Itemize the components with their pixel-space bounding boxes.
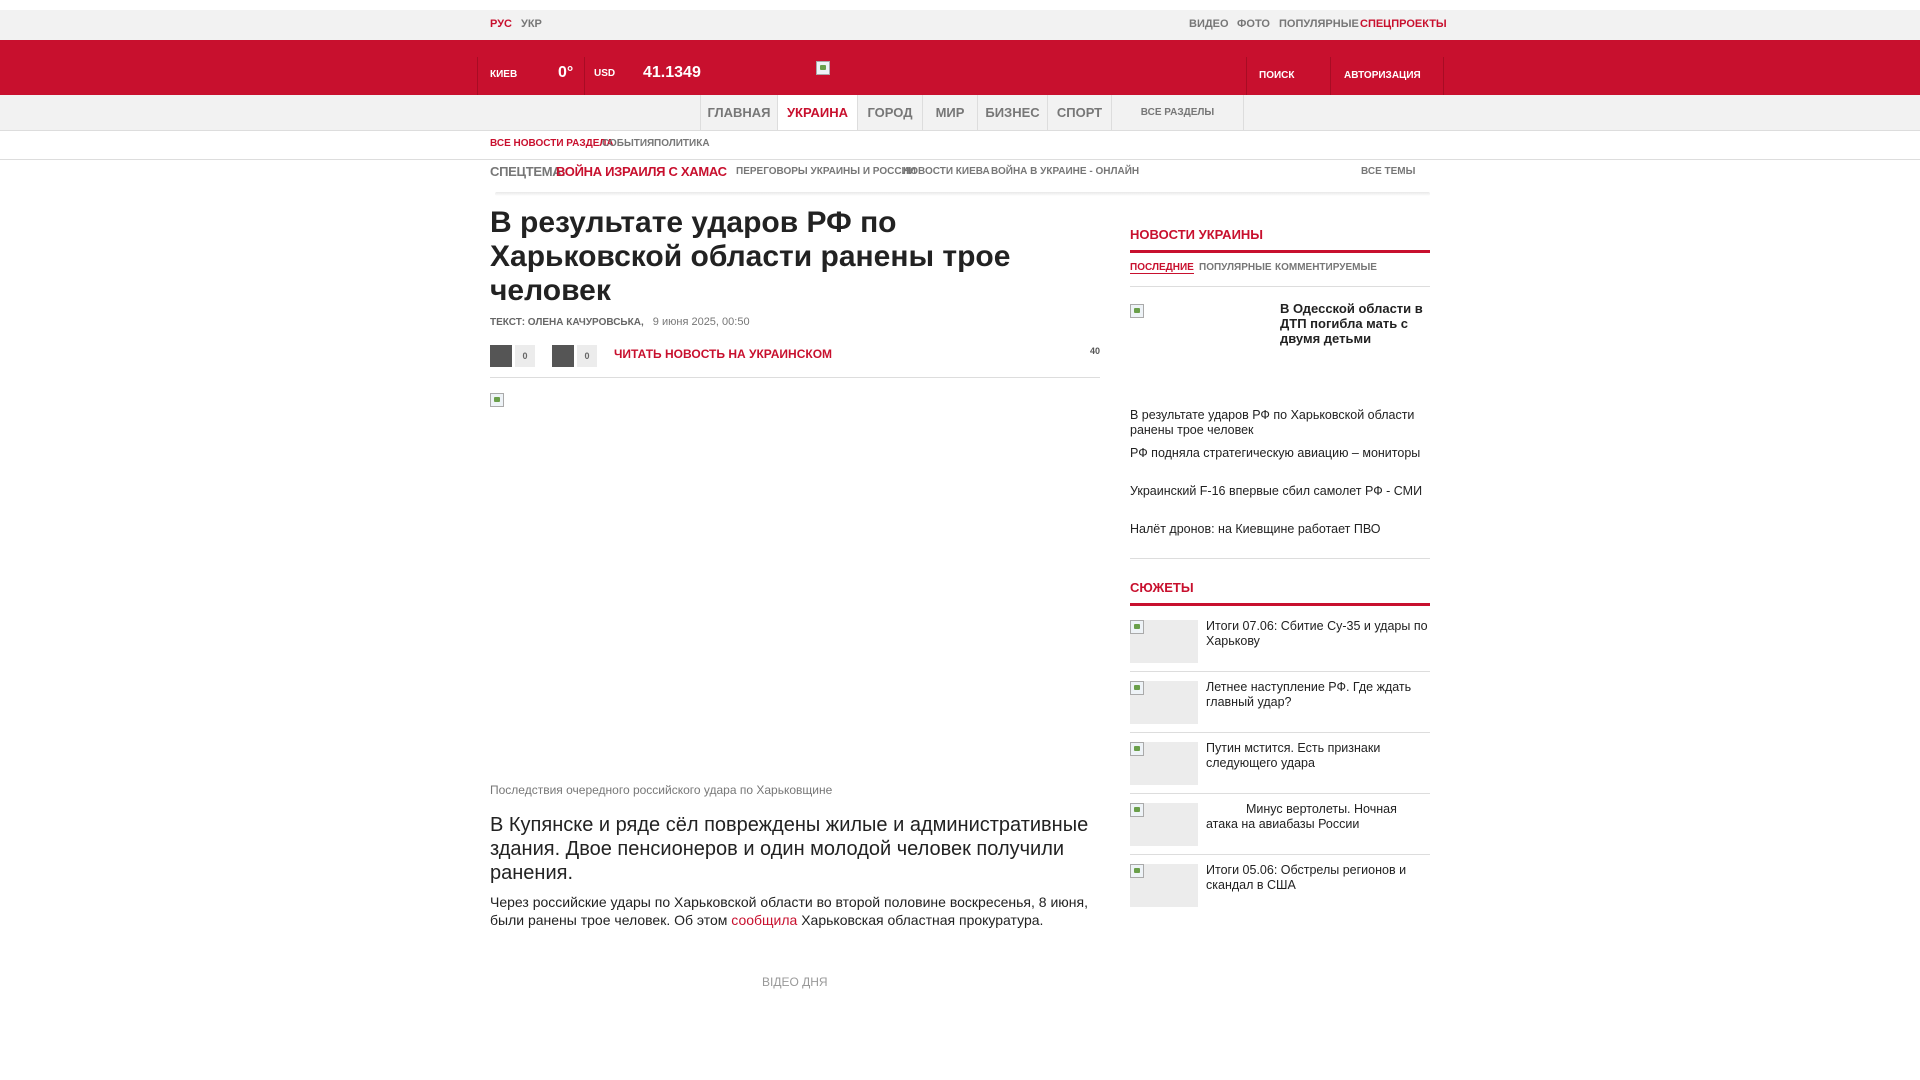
share-count: 0 — [577, 345, 597, 367]
share-count: 0 — [515, 345, 535, 367]
article-lead: В Купянске и ряде сёл повреждены жилые и административные здания. Двое пенсионеров и один молодой человек получили ранения. — [490, 814, 1089, 884]
special-theme-label: СПЕЦТЕМА: — [490, 164, 566, 179]
news-item[interactable]: В результате ударов РФ по Харьковской области ранены трое человек — [1130, 408, 1415, 437]
nav-all-sections[interactable]: ВСЕ РАЗДЕЛЫ — [1111, 95, 1244, 130]
plot-item[interactable]: Путин мстится. Есть признаки следующего удара — [1206, 741, 1381, 770]
facebook-share-icon[interactable] — [490, 345, 512, 367]
article-body — [490, 893, 1100, 929]
news-item[interactable]: Налёт дронов: на Киевщине работает ПВО — [1130, 522, 1381, 536]
subnav-politics[interactable]: ПОЛИТИКА — [654, 138, 710, 149]
lang-ru-link[interactable]: РУС — [490, 18, 512, 30]
header-divider — [477, 57, 478, 95]
tab-commented[interactable]: КОММЕНТИРУЕМЫЕ — [1275, 262, 1377, 273]
top-bar — [0, 10, 1920, 40]
sidebar-plots-heading[interactable]: СЮЖЕТЫ — [1130, 580, 1194, 595]
temperature: 0° — [558, 64, 574, 81]
divider — [1130, 286, 1430, 287]
tab-latest[interactable]: ПОСЛЕДНИЕ — [1130, 262, 1194, 273]
plot-item[interactable]: Итоги 07.06: Сбитие Су-35 и удары по Харькову — [1206, 619, 1428, 648]
all-themes-link[interactable]: ВСЕ ТЕМЫ — [1361, 166, 1416, 177]
plot-image — [1130, 742, 1144, 756]
telegram-share-icon[interactable] — [552, 345, 574, 367]
header-divider — [1330, 57, 1331, 95]
read-in-ukrainian-link[interactable]: ЧИТАТЬ НОВОСТЬ НА УКРАИНСКОМ — [614, 347, 833, 361]
views-count: 40 — [1090, 346, 1101, 356]
article-date: 9 июня 2025, 00:50 — [652, 316, 750, 328]
plot-item-label: Минус вертолеты. Ночная атака на авиабазы России — [1206, 802, 1397, 831]
divider — [1130, 854, 1430, 855]
nav-world[interactable]: МИР — [922, 95, 977, 130]
nav-city[interactable]: ГОРОД — [857, 95, 922, 130]
top-news-image[interactable] — [1130, 304, 1144, 318]
plot-image — [1130, 864, 1144, 878]
theme-negotiations[interactable]: ПЕРЕГОВОРЫ УКРАИНЫ И РОССИИ — [736, 166, 916, 177]
nav-business[interactable]: БИЗНЕС — [977, 95, 1047, 130]
lang-ua-link[interactable]: УКР — [521, 18, 542, 30]
plot-thumbnail[interactable] — [1130, 864, 1198, 907]
currency-label: USD — [594, 68, 616, 79]
special-theme-link[interactable]: ВОЙНА ИЗРАИЛЯ С ХАМАС — [556, 164, 727, 179]
plot-thumbnail[interactable] — [1130, 803, 1198, 846]
subnav-all-news[interactable]: ВСЕ НОВОСТИ РАЗДЕЛА — [490, 138, 614, 149]
article-image — [490, 393, 504, 407]
top-news-title[interactable]: В Одесской области в ДТП погибла мать с двумя детьми — [1280, 301, 1423, 346]
news-item[interactable]: РФ подняла стратегическую авиацию – мониторы — [1130, 446, 1421, 460]
search-button[interactable]: ПОИСК — [1259, 70, 1295, 81]
plot-thumbnail[interactable] — [1130, 681, 1198, 724]
image-caption: Последствия очередного российского удара по Харьковщине — [490, 783, 833, 797]
header-divider — [584, 57, 585, 95]
plot-image — [1130, 803, 1144, 817]
news-item[interactable]: Украинский F-16 впервые сбил самолет РФ - СМИ — [1130, 484, 1423, 498]
subnav-events[interactable]: СОБЫТИЯ — [602, 138, 655, 149]
article-title: В результате ударов РФ по Харьковской области ранены трое человек — [490, 206, 1011, 307]
plot-item[interactable]: Летнее наступление РФ. Где ждать главный удар? — [1206, 680, 1412, 709]
divider — [1130, 793, 1430, 794]
divider — [1130, 671, 1430, 672]
video-of-day-label: ВІДЕО ДНЯ — [762, 975, 828, 989]
header-bar — [0, 40, 1920, 95]
divider — [490, 377, 1100, 378]
divider — [1130, 732, 1430, 733]
section-subnav — [0, 130, 1920, 160]
body-text: Харьковская областная прокуратура. — [797, 912, 1044, 928]
specprojects-link[interactable]: СПЕЦПРОЕКТЫ — [1360, 18, 1447, 30]
plot-image — [1130, 620, 1144, 634]
plot-item[interactable]: Итоги 05.06: Обстрелы регионов и скандал в США — [1206, 863, 1407, 892]
currency-value: 41.1349 — [643, 64, 701, 81]
tab-popular[interactable]: ПОПУЛЯРНЫЕ — [1199, 262, 1272, 273]
photo-link[interactable]: ФОТО — [1237, 18, 1270, 30]
nav-ukraine[interactable]: УКРАИНА — [777, 95, 857, 130]
body-text: Через российские удары по Харьковской области во второй половине воскресенья, 8 июня, были ранены трое человек. Об этом — [490, 894, 1088, 928]
city-label: КИЕВ — [490, 69, 518, 80]
sidebar-heading-underline — [1130, 250, 1430, 253]
nav-sport[interactable]: СПОРТ — [1047, 95, 1111, 130]
auth-button[interactable]: АВТОРИЗАЦИЯ — [1344, 70, 1421, 81]
sidebar-heading-underline — [1130, 603, 1430, 606]
divider — [495, 192, 1430, 196]
author[interactable]: ТЕКСТ: ОЛЕНА КАЧУРОВСЬКА, — [490, 317, 644, 328]
theme-war-online[interactable]: ВОЙНА В УКРАИНЕ - ОНЛАЙН — [991, 166, 1140, 177]
plot-image — [1130, 681, 1144, 695]
header-divider — [1443, 57, 1444, 95]
plot-thumbnail[interactable] — [1130, 742, 1198, 785]
sidebar-news-heading[interactable]: НОВОСТИ УКРАИНЫ — [1130, 227, 1264, 242]
logo-image[interactable] — [816, 61, 830, 75]
plot-item[interactable] — [1206, 802, 1430, 832]
theme-kyiv-news[interactable]: НОВОСТИ КИЕВА — [903, 166, 990, 177]
nav-home[interactable]: ГЛАВНАЯ — [700, 95, 777, 130]
popular-link[interactable]: ПОПУЛЯРНЫЕ — [1279, 18, 1359, 30]
article-byline — [490, 316, 750, 328]
video-link[interactable]: ВИДЕО — [1189, 18, 1229, 30]
plot-thumbnail[interactable] — [1130, 620, 1198, 663]
source-link[interactable]: сообщила — [731, 912, 798, 928]
header-divider — [1246, 57, 1247, 95]
divider — [1130, 558, 1430, 559]
